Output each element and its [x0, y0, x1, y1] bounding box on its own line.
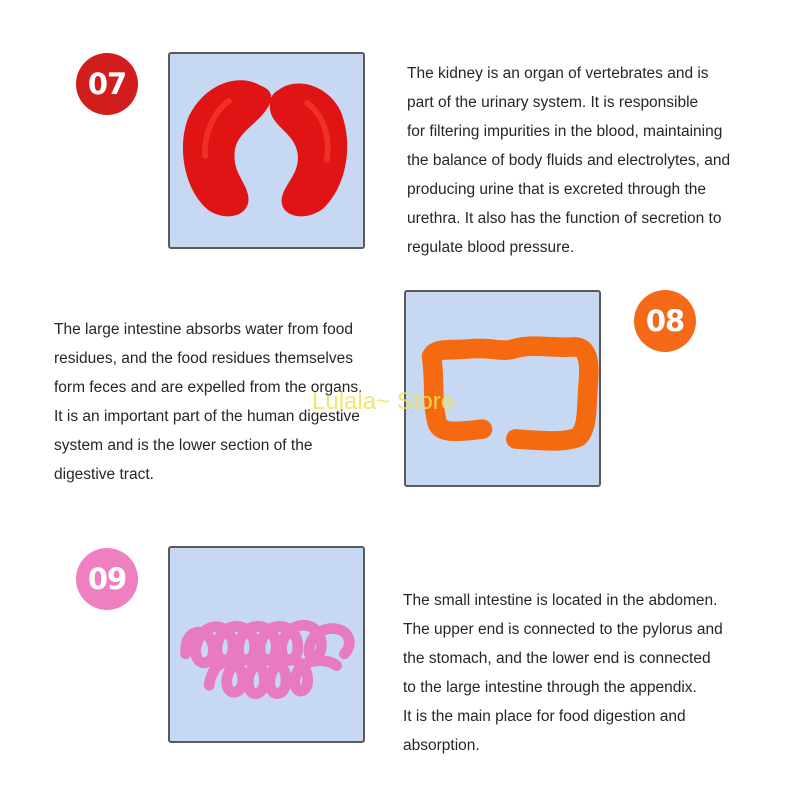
large-intestine-description: The large intestine absorbs water from food residues, and the food residues themselves form feces and are expelled from the organs. It is an important part of the human digestive system and is the lower section of the digestive tract.: [54, 321, 363, 483]
number-badge-07: [76, 53, 138, 115]
large-intestine-image: [404, 290, 601, 487]
number-badge-08: [634, 290, 696, 352]
kidney-image: [168, 52, 365, 249]
store-watermark: Lulala~ Store: [312, 388, 455, 415]
large-intestine-icon: [406, 292, 599, 485]
small-intestine-icon: [170, 548, 363, 741]
badge-number: 09: [87, 562, 127, 596]
badge-number: 08: [645, 304, 685, 338]
number-badge-09: [76, 548, 138, 610]
badge-number: 07: [87, 67, 127, 101]
kidney-icon: [170, 54, 363, 247]
kidney-description: The kidney is an organ of vertebrates and is part of the urinary system. It is responsible for filtering impurities in the blood, maintaining the balance of body fluids and electrolytes, and producing urine that is excreted through the urethra. It also has the function of secretion to regulate blood pressure.: [407, 65, 731, 256]
small-intestine-image: [168, 546, 365, 743]
small-intestine-description: The small intestine is located in the abdomen. The upper end is connected to the pylorus and the stomach, and the lower end is connected to the large intestine through the appendix. It is the main place for food digestion and absorption.: [403, 592, 723, 754]
